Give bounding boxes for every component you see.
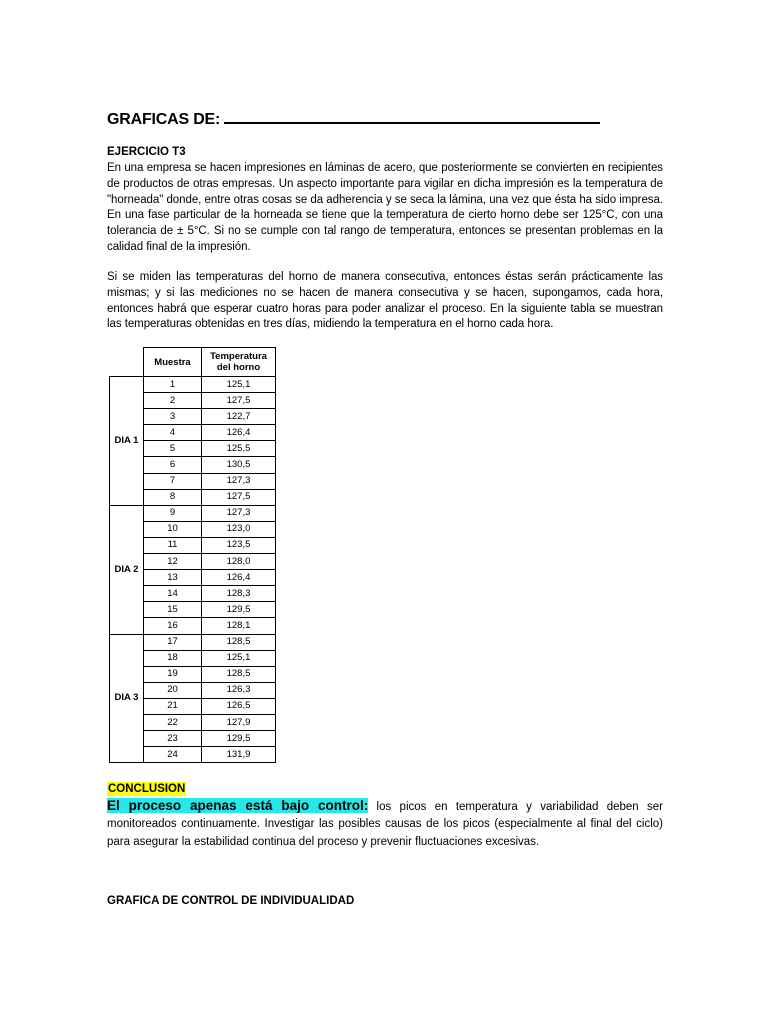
temperature-cell: 126,3 [202, 682, 276, 698]
title-blank-line [224, 109, 600, 124]
sample-cell: 12 [144, 554, 202, 570]
temperature-cell: 123,5 [202, 537, 276, 553]
conclusion-highlight: El proceso apenas está bajo control: [107, 798, 369, 813]
table-header-blank [110, 348, 144, 377]
temperature-cell: 127,9 [202, 714, 276, 730]
table-header-sample: Muestra [144, 348, 202, 377]
temperature-cell: 127,5 [202, 489, 276, 505]
sample-cell: 4 [144, 425, 202, 441]
sample-cell: 13 [144, 570, 202, 586]
table-row [110, 505, 276, 521]
sample-cell: 20 [144, 682, 202, 698]
table-row [110, 377, 276, 393]
temperature-cell: 125,1 [202, 377, 276, 393]
temperature-cell: 128,3 [202, 586, 276, 602]
temperature-cell: 125,1 [202, 650, 276, 666]
sample-cell: 21 [144, 698, 202, 714]
temperature-cell: 126,4 [202, 570, 276, 586]
exercise-paragraph-1: En una empresa se hacen impresiones en láminas de acero, que posteriormente se convierten en recipientes de productos de otras empresas. Un aspecto importante para vigilar en dicha impresión es la temperatura de "horneada" donde, entre otras cosas se da adherencia y se seca la lámina, una vez que ésta ha sido impresa. En una fase particular de la horneada se tiene que la temperatura de cierto horno debe ser 125°C, con una tolerancia de ± 5°C. Si no se cumple con tal rango de temperatura, entonces se presentan problemas en la calidad final de la impresión. [107, 162, 663, 253]
temperature-cell: 127,3 [202, 473, 276, 489]
sample-cell: 5 [144, 441, 202, 457]
sample-cell: 1 [144, 377, 202, 393]
page-title-text: GRAFICAS DE: [107, 111, 221, 128]
sample-cell: 15 [144, 602, 202, 618]
temperature-cell: 129,5 [202, 602, 276, 618]
conclusion-label: CONCLUSION [108, 783, 186, 795]
temperature-cell: 127,3 [202, 505, 276, 521]
sample-cell: 16 [144, 618, 202, 634]
sample-cell: 6 [144, 457, 202, 473]
temperature-table [109, 347, 276, 763]
sample-cell: 22 [144, 714, 202, 730]
sample-cell: 14 [144, 586, 202, 602]
sample-cell: 23 [144, 731, 202, 747]
sample-cell: 19 [144, 666, 202, 682]
exercise-paragraph-2: Si se miden las temperaturas del horno de manera consecutiva, entonces éstas serán prácticamente las mismas; y si las mediciones no se hacen de manera consecutiva y se hacen, supongamos, cada hora, entonces habrá que esperar cuatro horas para poder analizar el proceso. En la siguiente tabla se muestran las temperaturas obtenidas en tres días, midiendo la temperatura en el horno cada hora. [107, 271, 663, 331]
sample-cell: 8 [144, 489, 202, 505]
sample-cell: 10 [144, 521, 202, 537]
temperature-cell: 128,0 [202, 554, 276, 570]
temperature-cell: 125,5 [202, 441, 276, 457]
sample-cell: 2 [144, 393, 202, 409]
section-title: GRAFICA DE CONTROL DE INDIVIDUALIDAD [107, 895, 355, 907]
sample-cell: 24 [144, 747, 202, 763]
exercise-title: EJERCICIO T3 [107, 146, 186, 158]
temperature-cell: 128,5 [202, 666, 276, 682]
temperature-cell: 123,0 [202, 521, 276, 537]
sample-cell: 17 [144, 634, 202, 650]
temperature-cell: 131,9 [202, 747, 276, 763]
temperature-cell: 128,1 [202, 618, 276, 634]
temperature-cell: 122,7 [202, 409, 276, 425]
conclusion-text [107, 797, 663, 851]
temperature-cell: 128,5 [202, 634, 276, 650]
sample-cell: 18 [144, 650, 202, 666]
table-header-temperature: Temperatura del horno [202, 348, 276, 377]
table-row [110, 634, 276, 650]
temperature-cell: 127,5 [202, 393, 276, 409]
temperature-cell: 126,5 [202, 698, 276, 714]
conclusion-body: los picos en temperatura y variabilidad deben ser monitoreados continuamente. Investigar las posibles causas de los picos (especialmente al final del ciclo) para asegurar la estabilidad continua del proceso y prevenir fluctuaciones excesivas. [107, 801, 663, 848]
day-label: DIA 2 [110, 505, 144, 634]
sample-cell: 7 [144, 473, 202, 489]
day-label: DIA 1 [110, 377, 144, 506]
sample-cell: 3 [144, 409, 202, 425]
day-label: DIA 3 [110, 634, 144, 763]
table-header-row [110, 348, 276, 377]
temperature-cell: 126,4 [202, 425, 276, 441]
temperature-cell: 130,5 [202, 457, 276, 473]
sample-cell: 9 [144, 505, 202, 521]
sample-cell: 11 [144, 537, 202, 553]
page-title [107, 109, 600, 129]
temperature-cell: 129,5 [202, 731, 276, 747]
